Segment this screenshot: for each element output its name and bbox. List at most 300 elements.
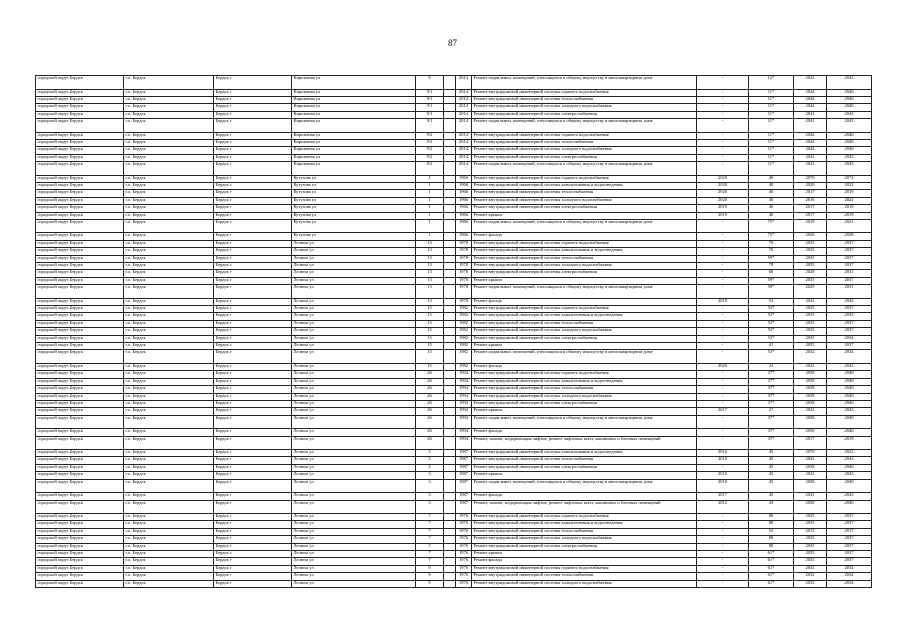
settlement-cell: г.о. Бердск — [124, 76, 214, 90]
locality-cell: Бердск г — [214, 528, 292, 535]
house-cell: 3 — [416, 457, 444, 464]
table-body — [36, 76, 872, 588]
wear-cell: 40 — [749, 212, 794, 219]
last-repair-cell: - — [697, 139, 749, 146]
year-cell: 2014 — [456, 139, 472, 146]
plan-start-cell: 2017 — [794, 212, 827, 219]
plan-end-cell: 2037 — [827, 543, 872, 550]
building-cell — [444, 580, 456, 587]
work-type-cell: Ремонт внутридомовой инженерной системы канализования и водоотведения — [472, 183, 697, 190]
plan-start-cell: 2035 — [794, 558, 827, 565]
plan-start-cell: 2032 — [794, 565, 827, 572]
wear-cell: 60 — [749, 270, 794, 277]
table-row — [36, 162, 872, 176]
table-row — [36, 573, 872, 580]
plan-end-cell: 2043 — [827, 154, 872, 161]
plan-start-cell: 2033 — [794, 313, 827, 320]
settlement-cell: г.о. Бердск — [124, 335, 214, 342]
house-cell: 26 — [416, 408, 444, 415]
year-cell: 1994 — [456, 436, 472, 450]
year-cell: 1978 — [456, 255, 472, 262]
street-cell: Лелюха ул — [292, 363, 416, 370]
table-row — [36, 320, 872, 327]
last-repair-cell: - — [697, 328, 749, 335]
municipality-cell: городской округ Бердск — [36, 139, 124, 146]
last-repair-cell: - — [697, 415, 749, 429]
locality-cell: Бердск г — [214, 363, 292, 370]
wear-cell: 37* — [749, 436, 794, 450]
wear-cell: 37* — [749, 415, 794, 429]
street-cell: Лелюха ул — [292, 393, 416, 400]
work-type-cell: Ремонт, замена, модернизация лифтов, ремонт лифтовых шахт, машинных и блочных помещений — [472, 436, 697, 450]
street-cell: Лелюха ул — [292, 558, 416, 565]
house-cell: 15 — [416, 320, 444, 327]
last-repair-cell: 2020 — [697, 197, 749, 204]
municipality-cell: городской округ Бердск — [36, 277, 124, 284]
last-repair-cell: 2010 — [697, 472, 749, 479]
work-type-cell: Ремонт внутридомовой инженерной системы электроснабжения — [472, 154, 697, 161]
building-cell — [444, 285, 456, 299]
wear-cell: 61* — [749, 580, 794, 587]
house-cell: 1 — [416, 190, 444, 197]
street-cell: Лелюха ул — [292, 450, 416, 457]
street-cell: Лелюха ул — [292, 350, 416, 364]
plan-start-cell: 2028 — [794, 270, 827, 277]
locality-cell: Бердск г — [214, 147, 292, 154]
locality-cell: Бердск г — [214, 450, 292, 457]
year-cell: 1978 — [456, 248, 472, 255]
work-type-cell: Ремонт подвальных помещений, относящихся к общему имуществу в многоквартирном доме — [472, 76, 697, 90]
locality-cell: Бердск г — [214, 371, 292, 378]
last-repair-cell: - — [697, 255, 749, 262]
plan-end-cell: 2040 — [827, 400, 872, 407]
plan-end-cell: 2037 — [827, 328, 872, 335]
year-cell: 1987 — [456, 500, 472, 514]
settlement-cell: г.о. Бердск — [124, 378, 214, 385]
work-type-cell: Ремонт, замена, модернизация лифтов, ремонт лифтовых шахт, машинных и блочных помещений — [472, 500, 697, 514]
street-cell: Кирпичная ул — [292, 147, 416, 154]
house-cell: 1 — [416, 219, 444, 233]
table-row — [36, 212, 872, 219]
wear-cell: 70 — [749, 240, 794, 247]
last-repair-cell: - — [697, 320, 749, 327]
last-repair-cell: 2010 — [697, 457, 749, 464]
work-type-cell: Ремонт внутридомовой инженерной системы электроснабжения — [472, 270, 697, 277]
plan-start-cell: 2029 — [794, 285, 827, 299]
municipality-cell: городской округ Бердск — [36, 514, 124, 521]
street-cell: Лелюха ул — [292, 298, 416, 305]
wear-cell: 11* — [749, 162, 794, 176]
plan-end-cell: 2037 — [827, 558, 872, 565]
municipality-cell: городской округ Бердск — [36, 76, 124, 90]
table-row — [36, 132, 872, 139]
plan-end-cell: 2072 — [827, 175, 872, 182]
settlement-cell: г.о. Бердск — [124, 89, 214, 96]
plan-start-cell: 2044 — [794, 96, 827, 103]
house-cell: 9/2 — [416, 139, 444, 146]
building-cell — [444, 400, 456, 407]
year-cell: 1976 — [456, 580, 472, 587]
work-type-cell: Ремонт крыши — [472, 277, 697, 284]
building-cell — [444, 240, 456, 247]
plan-start-cell: 2035 — [794, 328, 827, 335]
municipality-cell: городской округ Бердск — [36, 132, 124, 139]
building-cell — [444, 450, 456, 457]
work-type-cell: Ремонт внутридомовой инженерной системы горячего водоснабжения — [472, 565, 697, 572]
municipality-cell: городской округ Бердск — [36, 328, 124, 335]
plan-end-cell: 2028 — [827, 233, 872, 240]
settlement-cell: г.о. Бердск — [124, 119, 214, 133]
building-cell — [444, 393, 456, 400]
house-cell: 9 — [416, 580, 444, 587]
municipality-cell: городской округ Бердск — [36, 580, 124, 587]
last-repair-cell: 2010 — [697, 479, 749, 493]
building-cell — [444, 415, 456, 429]
wear-cell: 59* — [749, 255, 794, 262]
building-cell — [444, 104, 456, 111]
settlement-cell: г.о. Бердск — [124, 219, 214, 233]
plan-start-cell: 2041 — [794, 472, 827, 479]
plan-end-cell: 2037 — [827, 550, 872, 557]
last-repair-cell: - — [697, 219, 749, 233]
work-type-cell: Ремонт внутридомовой инженерной системы теплоснабжения — [472, 255, 697, 262]
municipality-cell: городской округ Бердск — [36, 89, 124, 96]
street-cell: Кутузова ул — [292, 197, 416, 204]
last-repair-cell: - — [697, 565, 749, 572]
settlement-cell: г.о. Бердск — [124, 212, 214, 219]
street-cell: Кирпичная ул — [292, 89, 416, 96]
work-type-cell: Ремонт внутридомовой инженерной системы теплоснабжения — [472, 190, 697, 197]
house-cell: 26 — [416, 436, 444, 450]
plan-end-cell: 2037 — [827, 521, 872, 528]
house-cell: 26 — [416, 400, 444, 407]
street-cell: Лелюха ул — [292, 514, 416, 521]
settlement-cell: г.о. Бердск — [124, 580, 214, 587]
year-cell: 2014 — [456, 119, 472, 133]
last-repair-cell: 2020 — [697, 175, 749, 182]
house-cell: 15 — [416, 350, 444, 364]
work-type-cell: Ремонт внутридомовой инженерной системы холодного водоснабжения — [472, 263, 697, 270]
locality-cell: Бердск г — [214, 255, 292, 262]
municipality-cell: городской округ Бердск — [36, 565, 124, 572]
settlement-cell: г.о. Бердск — [124, 536, 214, 543]
locality-cell: Бердск г — [214, 240, 292, 247]
settlement-cell: г.о. Бердск — [124, 528, 214, 535]
street-cell: Лелюха ул — [292, 371, 416, 378]
house-cell: 26 — [416, 429, 444, 436]
plan-end-cell: 2037 — [827, 343, 872, 350]
municipality-cell: городской округ Бердск — [36, 183, 124, 190]
plan-end-cell: 2034 — [827, 580, 872, 587]
year-cell: 1987 — [456, 450, 472, 457]
work-type-cell: Ремонт крыши — [472, 408, 697, 415]
work-type-cell: Ремонт внутридомовой инженерной системы горячего водоснабжения — [472, 175, 697, 182]
plan-end-cell: 2046 — [827, 96, 872, 103]
municipality-cell: городской округ Бердск — [36, 543, 124, 550]
last-repair-cell: 2020 — [697, 363, 749, 370]
building-cell — [444, 132, 456, 139]
plan-start-cell: 2041 — [794, 76, 827, 90]
street-cell: Лелюха ул — [292, 479, 416, 493]
house-cell: 1 — [416, 212, 444, 219]
municipality-cell: городской округ Бердск — [36, 457, 124, 464]
table-row — [36, 154, 872, 161]
table-row — [36, 500, 872, 514]
municipality-cell: городской округ Бердск — [36, 500, 124, 514]
locality-cell: Бердск г — [214, 212, 292, 219]
plan-start-cell: 2035 — [794, 306, 827, 313]
house-cell: 9/1 — [416, 104, 444, 111]
plan-end-cell: 2037 — [827, 536, 872, 543]
municipality-cell: городской округ Бердск — [36, 472, 124, 479]
locality-cell: Бердск г — [214, 386, 292, 393]
work-type-cell: Ремонт крыши — [472, 550, 697, 557]
table-row — [36, 429, 872, 436]
plan-end-cell: 2022 — [827, 197, 872, 204]
plan-end-cell: 2043 — [827, 493, 872, 500]
work-type-cell: Ремонт внутридомовой инженерной системы холодного водоснабжения — [472, 536, 697, 543]
settlement-cell: г.о. Бердск — [124, 147, 214, 154]
settlement-cell: г.о. Бердск — [124, 558, 214, 565]
work-type-cell: Ремонт внутридомовой инженерной системы холодного водоснабжения — [472, 393, 697, 400]
settlement-cell: г.о. Бердск — [124, 111, 214, 118]
locality-cell: Бердск г — [214, 378, 292, 385]
plan-end-cell: 2046 — [827, 429, 872, 436]
street-cell: Лелюха ул — [292, 565, 416, 572]
building-cell — [444, 550, 456, 557]
street-cell: Кирпичная ул — [292, 76, 416, 90]
table-row — [36, 270, 872, 277]
locality-cell: Бердск г — [214, 162, 292, 176]
locality-cell: Бердск г — [214, 306, 292, 313]
year-cell: 1982 — [456, 343, 472, 350]
work-type-cell: Ремонт внутридомовой инженерной системы канализования и водоотведения — [472, 313, 697, 320]
settlement-cell: г.о. Бердск — [124, 154, 214, 161]
building-cell — [444, 248, 456, 255]
municipality-cell: городской округ Бердск — [36, 306, 124, 313]
table-row — [36, 285, 872, 299]
plan-end-cell: 2043 — [827, 162, 872, 176]
last-repair-cell: - — [697, 132, 749, 139]
work-type-cell: Ремонт внутридомовой инженерной системы горячего водоснабжения — [472, 371, 697, 378]
street-cell: Лелюха ул — [292, 270, 416, 277]
locality-cell: Бердск г — [214, 464, 292, 471]
street-cell: Лелюха ул — [292, 573, 416, 580]
house-cell: 7 — [416, 558, 444, 565]
plan-end-cell: 2034 — [827, 565, 872, 572]
building-cell — [444, 219, 456, 233]
settlement-cell: г.о. Бердск — [124, 521, 214, 528]
last-repair-cell: - — [697, 285, 749, 299]
plan-start-cell: 2035 — [794, 521, 827, 528]
plan-start-cell: 2050 — [794, 429, 827, 436]
table-row — [36, 205, 872, 212]
street-cell: Лелюха ул — [292, 550, 416, 557]
year-cell: 1976 — [456, 514, 472, 521]
wear-cell: 80 — [749, 514, 794, 521]
last-repair-cell: 2019 — [697, 205, 749, 212]
street-cell: Лелюха ул — [292, 400, 416, 407]
settlement-cell: г.о. Бердск — [124, 500, 214, 514]
wear-cell: 61* — [749, 558, 794, 565]
locality-cell: Бердск г — [214, 573, 292, 580]
last-repair-cell: - — [697, 343, 749, 350]
table-row — [36, 111, 872, 118]
work-type-cell: Ремонт внутридомовой инженерной системы электроснабжения — [472, 464, 697, 471]
municipality-cell: городской округ Бердск — [36, 386, 124, 393]
work-type-cell: Ремонт внутридомовой инженерной системы холодного водоснабжения — [472, 104, 697, 111]
last-repair-cell: - — [697, 528, 749, 535]
work-type-cell: Ремонт внутридомовой инженерной системы теплоснабжения — [472, 386, 697, 393]
table-row — [36, 363, 872, 370]
building-cell — [444, 472, 456, 479]
plan-end-cell: 2040 — [827, 393, 872, 400]
building-cell — [444, 162, 456, 176]
locality-cell: Бердск г — [214, 285, 292, 299]
table-row — [36, 197, 872, 204]
year-cell: 1976 — [456, 565, 472, 572]
work-type-cell: Ремонт внутридомовой инженерной системы теплоснабжения — [472, 457, 697, 464]
building-cell — [444, 500, 456, 514]
work-type-cell: Ремонт внутридомовой инженерной системы холодного водоснабжения — [472, 328, 697, 335]
table-row — [36, 147, 872, 154]
house-cell: 3 — [416, 493, 444, 500]
building-cell — [444, 464, 456, 471]
table-row — [36, 543, 872, 550]
settlement-cell: г.о. Бердск — [124, 436, 214, 450]
house-cell: 3 — [416, 500, 444, 514]
street-cell: Лелюха ул — [292, 472, 416, 479]
building-cell — [444, 408, 456, 415]
year-cell: 1987 — [456, 464, 472, 471]
street-cell: Лелюха ул — [292, 240, 416, 247]
table-row — [36, 175, 872, 182]
work-type-cell: Ремонт внутридомовой инженерной системы электроснабжения — [472, 543, 697, 550]
wear-cell: 40 — [749, 197, 794, 204]
house-cell: 9/1 — [416, 96, 444, 103]
plan-start-cell: 2038 — [794, 386, 827, 393]
table-row — [36, 371, 872, 378]
work-type-cell: Ремонт внутридомовой инженерной системы холодного водоснабжения — [472, 197, 697, 204]
year-cell: 1976 — [456, 558, 472, 565]
last-repair-cell: 2019 — [697, 212, 749, 219]
work-type-cell: Ремонт внутридомовой инженерной системы электроснабжения — [472, 205, 697, 212]
street-cell: Лелюха ул — [292, 335, 416, 342]
year-cell: 1966 — [456, 212, 472, 219]
house-cell: 3 — [416, 472, 444, 479]
table-row — [36, 248, 872, 255]
building-cell — [444, 350, 456, 364]
settlement-cell: г.о. Бердск — [124, 328, 214, 335]
locality-cell: Бердск г — [214, 335, 292, 342]
municipality-cell: городской округ Бердск — [36, 436, 124, 450]
plan-start-cell: 2044 — [794, 89, 827, 96]
municipality-cell: городской округ Бердск — [36, 205, 124, 212]
house-cell: 15 — [416, 313, 444, 320]
wear-cell: 11* — [749, 96, 794, 103]
plan-start-cell: 2035 — [794, 343, 827, 350]
locality-cell: Бердск г — [214, 139, 292, 146]
municipality-cell: городской округ Бердск — [36, 393, 124, 400]
house-cell: 7 — [416, 514, 444, 521]
building-cell — [444, 233, 456, 240]
building-cell — [444, 111, 456, 118]
last-repair-cell: 2020 — [697, 190, 749, 197]
locality-cell: Бердск г — [214, 472, 292, 479]
year-cell: 1976 — [456, 298, 472, 305]
street-cell: Лелюха ул — [292, 493, 416, 500]
plan-end-cell: 2043 — [827, 76, 872, 90]
plan-end-cell: 2031 — [827, 285, 872, 299]
wear-cell: 70 — [749, 248, 794, 255]
work-type-cell: Ремонт подвальных помещений, относящихся к общему имуществу в многоквартирном доме — [472, 162, 697, 176]
building-cell — [444, 190, 456, 197]
plan-start-cell: 2020 — [794, 183, 827, 190]
plan-end-cell: 2022 — [827, 183, 872, 190]
plan-start-cell: 2035 — [794, 536, 827, 543]
last-repair-cell: - — [697, 514, 749, 521]
last-repair-cell: - — [697, 154, 749, 161]
locality-cell: Бердск г — [214, 479, 292, 493]
work-type-cell: Ремонт внутридомовой инженерной системы канализования и водоотведения — [472, 450, 697, 457]
table-row — [36, 298, 872, 305]
street-cell: Кирпичная ул — [292, 104, 416, 111]
wear-cell: 11* — [749, 119, 794, 133]
year-cell: 1982 — [456, 313, 472, 320]
wear-cell: 61* — [749, 573, 794, 580]
last-repair-cell: - — [697, 89, 749, 96]
settlement-cell: г.о. Бердск — [124, 343, 214, 350]
house-cell: 13 — [416, 248, 444, 255]
locality-cell: Бердск г — [214, 205, 292, 212]
plan-end-cell: 2037 — [827, 277, 872, 284]
year-cell: 1978 — [456, 263, 472, 270]
year-cell: 1976 — [456, 536, 472, 543]
locality-cell: Бердск г — [214, 521, 292, 528]
building-cell — [444, 212, 456, 219]
street-cell: Лелюха ул — [292, 436, 416, 450]
locality-cell: Бердск г — [214, 514, 292, 521]
last-repair-cell: 2010 — [697, 450, 749, 457]
plan-start-cell: 2035 — [794, 263, 827, 270]
wear-cell: 53 — [749, 298, 794, 305]
wear-cell: 61* — [749, 565, 794, 572]
house-cell: 7 — [416, 528, 444, 535]
locality-cell: Бердск г — [214, 313, 292, 320]
street-cell: Кирпичная ул — [292, 154, 416, 161]
year-cell: 1966 — [456, 190, 472, 197]
wear-cell: 45 — [749, 472, 794, 479]
settlement-cell: г.о. Бердск — [124, 479, 214, 493]
plan-end-cell: 2034 — [827, 335, 872, 342]
wear-cell: 11* — [749, 132, 794, 139]
last-repair-cell: - — [697, 233, 749, 240]
house-cell: 9/2 — [416, 147, 444, 154]
street-cell: Кирпичная ул — [292, 96, 416, 103]
house-cell: 9/2 — [416, 154, 444, 161]
wear-cell: 45 — [749, 457, 794, 464]
municipality-cell: городской округ Бердск — [36, 573, 124, 580]
building-cell — [444, 343, 456, 350]
work-type-cell: Ремонт внутридомовой инженерной системы теплоснабжения — [472, 96, 697, 103]
settlement-cell: г.о. Бердск — [124, 514, 214, 521]
building-cell — [444, 536, 456, 543]
plan-start-cell: 2035 — [794, 277, 827, 284]
wear-cell: 37* — [749, 429, 794, 436]
year-cell: 2014 — [456, 147, 472, 154]
settlement-cell: г.о. Бердск — [124, 320, 214, 327]
building-cell — [444, 573, 456, 580]
